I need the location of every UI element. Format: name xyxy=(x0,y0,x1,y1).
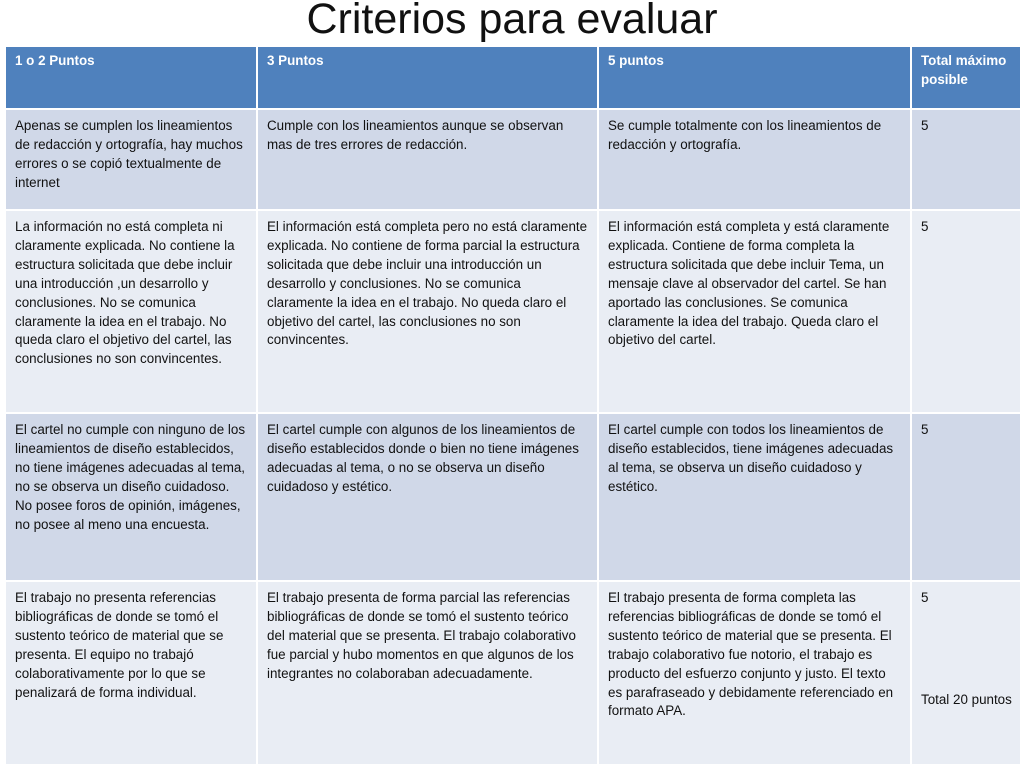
cell-3-puntos: El información está completa pero no está claramente explicada. No contiene de forma parcial la estructura solicitada que debe incluir una introducción un desarrollo y conclusiones. No se comunica claramente la idea en el trabajo. No queda claro el objetivo del cartel, las conclusiones no son convincentes. xyxy=(257,210,598,413)
cell-3-puntos: El trabajo presenta de forma parcial las referencias bibliográficas de donde se tomó el sustento teórico del material que se presenta. El trabajo colaborativo fue parcial y hubo momentos en que algunos de los integrantes no colaboraban adecuadamente. xyxy=(257,581,598,765)
table-row xyxy=(5,581,1021,765)
cell-5-puntos: El trabajo presenta de forma completa las referencias bibliográficas de donde se tomó el sustento teórico de material que se presenta. El trabajo colaborativo fue notorio, el trabajo es producto del esfuerzo conjunto y justo. El texto es parafraseado y debidamente referenciado en formato APA. xyxy=(598,581,911,765)
rubric-table xyxy=(4,45,1022,766)
cell-1-2-puntos: Apenas se cumplen los lineamientos de redacción y ortografía, hay muchos errores o se copió textualmente de internet xyxy=(5,109,257,210)
total-points: Total 20 puntos xyxy=(921,691,1012,707)
cell-5-puntos: El información está completa y está claramente explicada. Contiene de forma completa la estructura solicitada que debe incluir Tema, un mensaje clave al observador del cartel. Se han aportado las conclusiones. Se comunica claramente la idea del trabajo. Queda claro el objetivo del cartel. xyxy=(598,210,911,413)
table-row xyxy=(5,210,1021,413)
cell-5-puntos: El cartel cumple con todos los lineamientos de diseño establecidos, tiene imágenes adecuadas al tema, se observa un diseño cuidadoso y estético. xyxy=(598,413,911,581)
table-row xyxy=(5,413,1021,581)
cell-1-2-puntos: La información no está completa ni claramente explicada. No contiene la estructura solicitada que debe incluir una introducción ,un desarrollo y conclusiones. No se comunica claramente la idea en el trabajo. No queda claro el objetivo del cartel, las conclusiones no son convincentes. xyxy=(5,210,257,413)
cell-3-puntos: Cumple con los lineamientos aunque se observan mas de tres errores de redacción. xyxy=(257,109,598,210)
cell-1-2-puntos: El trabajo no presenta referencias bibliográficas de donde se tomó el sustento teórico de material que se presenta. El equipo no trabajó colaborativamente por lo que se penalizará de forma individual. xyxy=(5,581,257,765)
cell-total xyxy=(911,581,1021,765)
cell-total: 5 xyxy=(911,109,1021,210)
cell-3-puntos: El cartel cumple con algunos de los lineamientos de diseño establecidos donde o bien no tiene imágenes adecuadas al tema, o no se observa un diseño cuidadoso y estético. xyxy=(257,413,598,581)
cell-total: 5 xyxy=(911,413,1021,581)
cell-total-value: 5 xyxy=(921,590,929,605)
header-3-puntos: 3 Puntos xyxy=(257,46,598,109)
page-title: Criterios para evaluar xyxy=(306,0,718,43)
cell-5-puntos: Se cumple totalmente con los lineamientos de redacción y ortografía. xyxy=(598,109,911,210)
cell-1-2-puntos: El cartel no cumple con ninguno de los lineamientos de diseño establecidos, no tiene imágenes adecuadas al tema, no se observa un diseño cuidadoso. No posee foros de opinión, imágenes, no posee al meno una encuesta. xyxy=(5,413,257,581)
header-1-2-puntos: 1 o 2 Puntos xyxy=(5,46,257,109)
header-total-maximo: Total máximo posible xyxy=(911,46,1021,109)
header-5-puntos: 5 puntos xyxy=(598,46,911,109)
table-row xyxy=(5,109,1021,210)
cell-total: 5 xyxy=(911,210,1021,413)
table-header-row xyxy=(5,46,1021,109)
